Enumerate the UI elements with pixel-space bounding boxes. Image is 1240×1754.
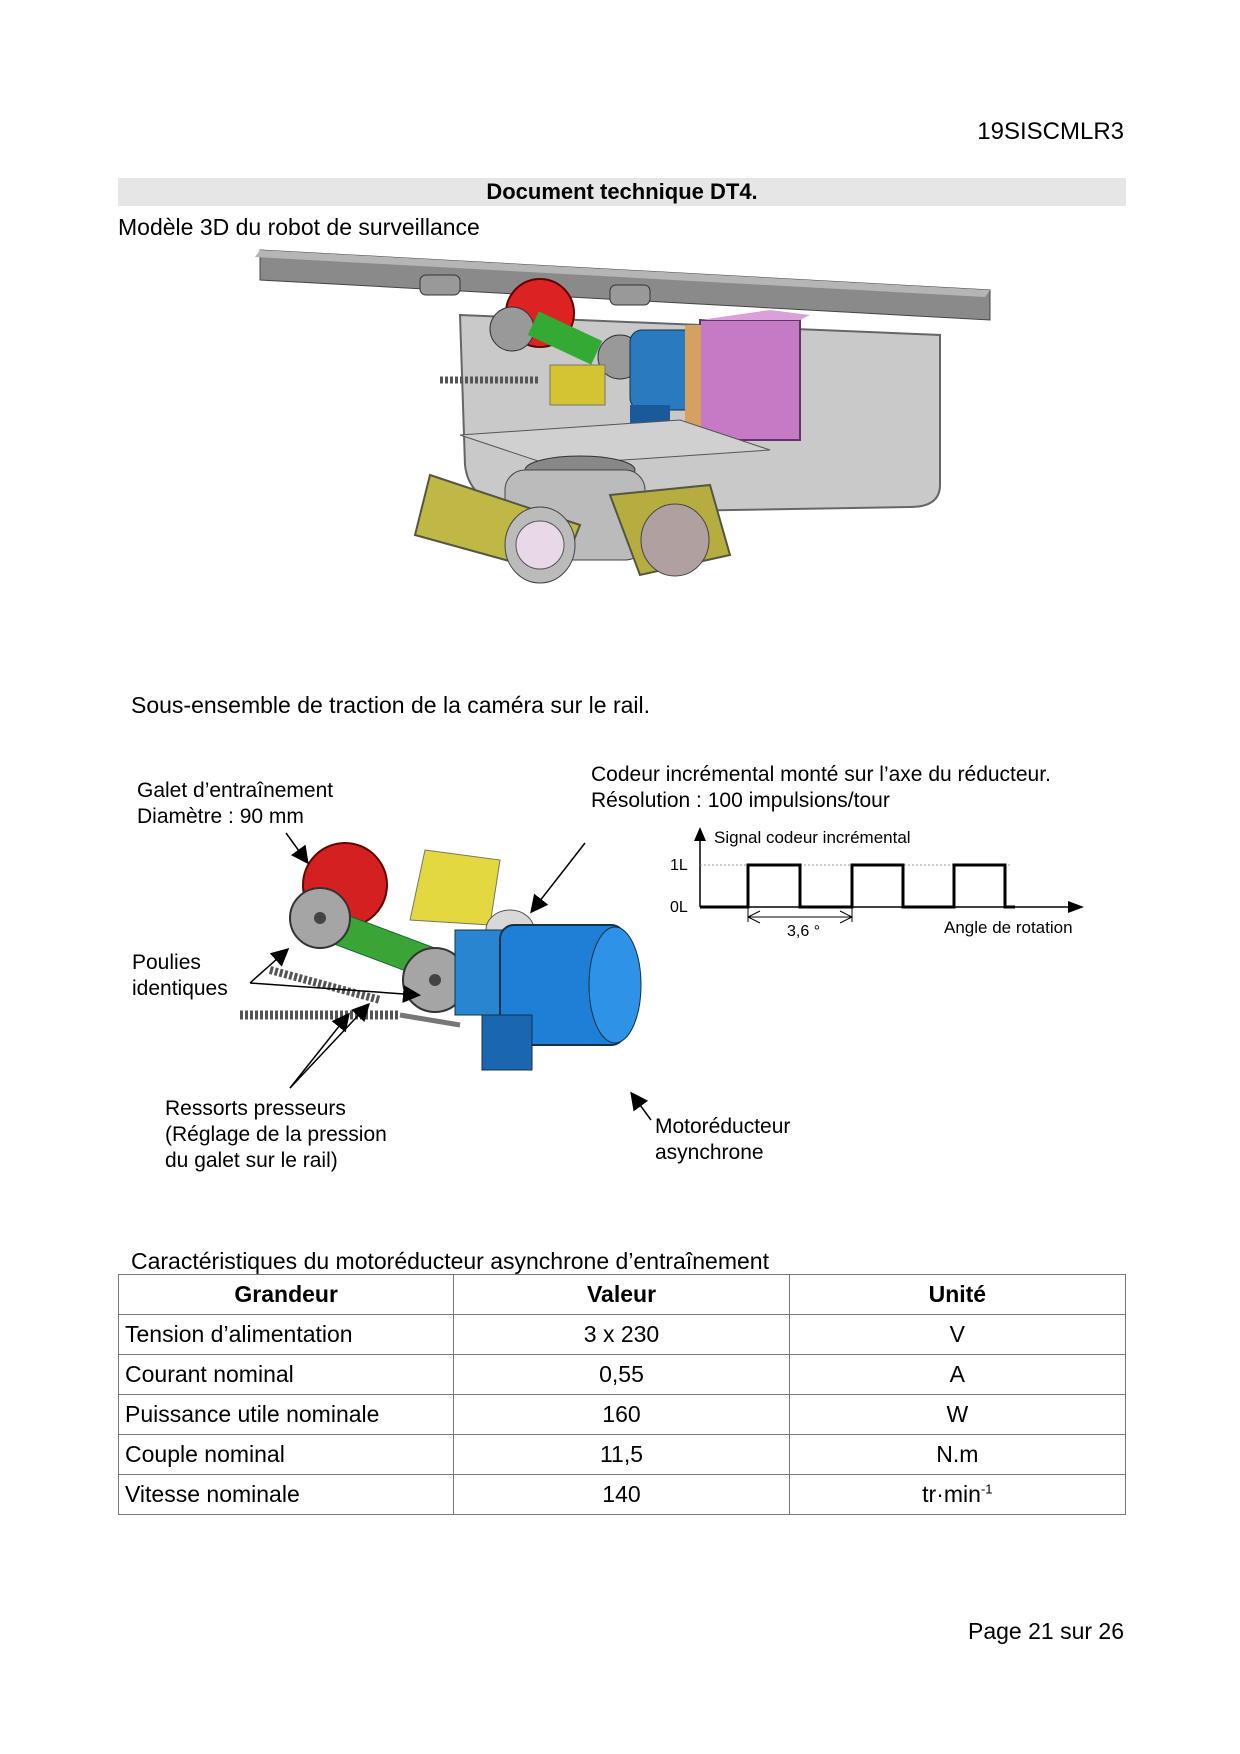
value-cell: 140	[454, 1475, 789, 1515]
quantity-cell: Couple nominal	[119, 1435, 454, 1475]
period-label: 3,6 °	[787, 923, 821, 940]
table-row	[119, 1355, 1126, 1395]
y-axis-arrowhead	[694, 827, 706, 841]
unit-cell	[789, 1475, 1125, 1515]
unit-exponent: -1	[980, 1481, 993, 1497]
arrow-spring-2	[290, 1005, 368, 1088]
square-wave	[700, 865, 1015, 907]
document-code: 19SISCMLR3	[977, 118, 1124, 145]
springs-label: Ressorts presseurs (Réglage de la pression du galet sur le rail)	[165, 1097, 387, 1172]
x-axis-label: Angle de rotation	[944, 918, 1073, 937]
arrow-pulley-1	[250, 950, 287, 983]
document-title: Document technique DT4.	[118, 178, 1126, 206]
unit-cell: N.m	[789, 1435, 1125, 1475]
pulleys-label: Poulies identiques	[132, 951, 228, 1000]
level-high-label: 1L	[670, 857, 688, 874]
table-row	[119, 1395, 1126, 1435]
page-number: Page 21 sur 26	[967, 1618, 1124, 1644]
drive-wheel-label: Galet d’entraînement Diamètre : 90 mm	[137, 779, 334, 828]
signal-title: Signal codeur incrémental	[714, 828, 911, 847]
gearmotor-label: Motoréducteur asynchrone	[655, 1115, 791, 1164]
quantity-cell: Courant nominal	[119, 1355, 454, 1395]
encoder-signal-chart	[660, 825, 1100, 940]
quantity-cell: Tension d’alimentation	[119, 1315, 454, 1355]
figure2-caption: Sous-ensemble de traction de la caméra sur le rail.	[131, 692, 651, 718]
header-quantity: Grandeur	[119, 1275, 454, 1315]
table-row	[119, 1475, 1126, 1515]
arrow-drive-wheel	[286, 833, 307, 862]
figure1-caption: Modèle 3D du robot de surveillance	[118, 214, 480, 240]
unit-cell: V	[789, 1315, 1125, 1355]
specs-table-title: Caractéristiques du motoréducteur asynchrone d’entraînement	[131, 1248, 769, 1274]
unit-cell: W	[789, 1395, 1125, 1435]
quantity-cell: Puissance utile nominale	[119, 1395, 454, 1435]
unit-text: tr·min	[922, 1481, 981, 1507]
value-cell: 11,5	[454, 1435, 789, 1475]
encoder-label: Codeur incrémental monté sur l’axe du réducteur. Résolution : 100 impulsions/tour	[591, 763, 1051, 812]
specs-table	[118, 1274, 1126, 1515]
arrow-spring-1	[290, 1015, 348, 1088]
header-value: Valeur	[454, 1275, 789, 1315]
level-low-label: 0L	[670, 899, 688, 916]
quantity-cell: Vitesse nominale	[119, 1475, 454, 1515]
value-cell: 160	[454, 1395, 789, 1435]
x-axis-arrowhead	[1068, 901, 1084, 913]
table-row	[119, 1435, 1126, 1475]
arrow-gearmotor	[632, 1094, 651, 1120]
table-row	[119, 1315, 1126, 1355]
arrow-encoder	[532, 843, 585, 911]
value-cell: 3 x 230	[454, 1315, 789, 1355]
value-cell: 0,55	[454, 1355, 789, 1395]
header-unit: Unité	[789, 1275, 1125, 1315]
unit-cell: A	[789, 1355, 1125, 1395]
table-header-row	[119, 1275, 1126, 1315]
arrow-pulley-2	[250, 983, 418, 995]
